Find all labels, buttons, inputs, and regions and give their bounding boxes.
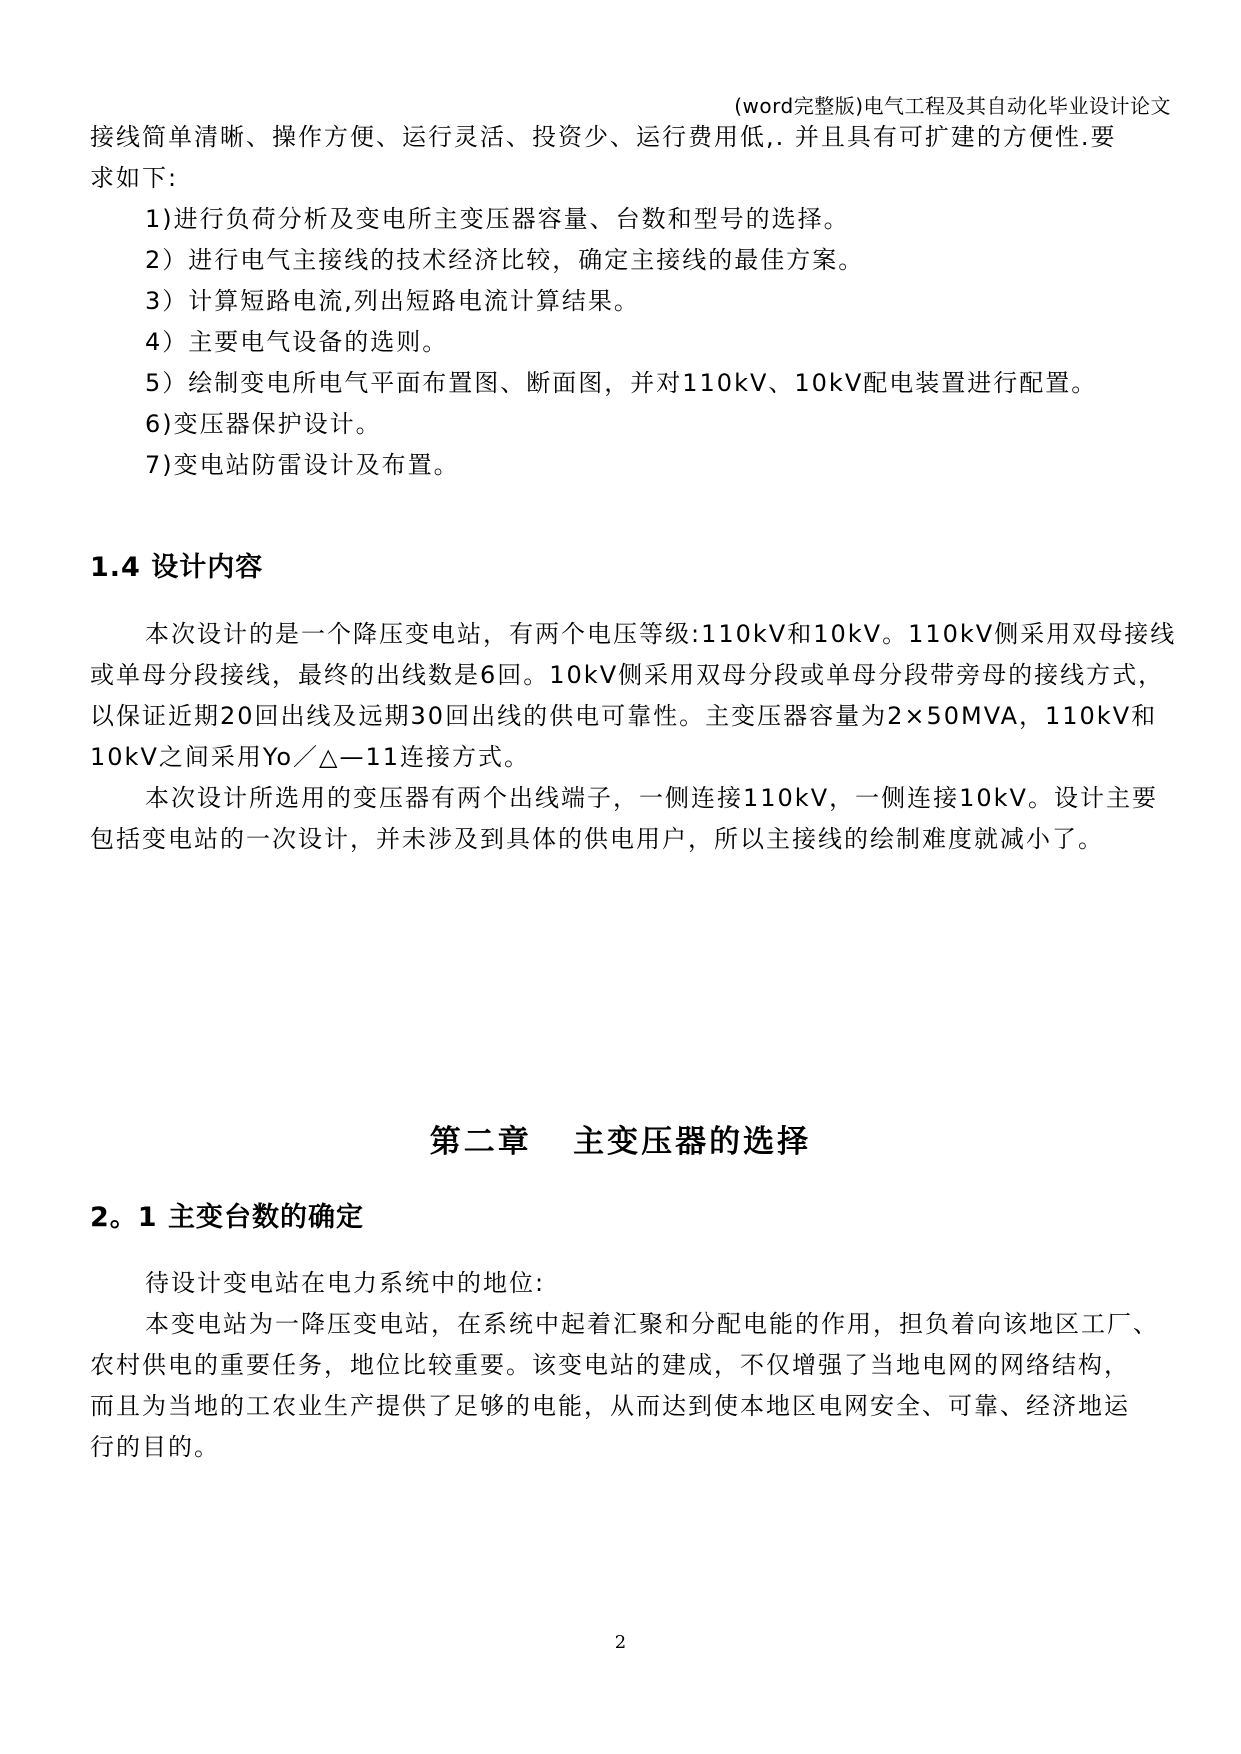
body-text-line: 而且为当地的工农业生产提供了足够的电能，从而达到使本地区电网安全、可靠、经济地运 — [90, 1392, 1130, 1420]
body-text-line: 本变电站为一降压变电站，在系统中起着汇聚和分配电能的作用，担负着向该地区工厂、 — [145, 1310, 1159, 1338]
body-text-line: 以保证近期20回出线及远期30回出线的供电可靠性。主变压器容量为2×50MVA，110kV和 — [90, 702, 1158, 730]
requirement-item: 2）进行电气主接线的技术经济比较，确定主接线的最佳方案。 — [145, 246, 865, 274]
body-text-line: 接线简单清晰、操作方便、运行灵活、投资少、运行费用低,. 并且具有可扩建的方便性.要 — [90, 123, 1117, 151]
requirement-item: 3）计算短路电流,列出短路电流计算结果。 — [145, 287, 640, 315]
body-text-line: 行的目的。 — [90, 1433, 220, 1461]
body-text-line: 农村供电的重要任务，地位比较重要。该变电站的建成，不仅增强了当地电网的网络结构， — [90, 1351, 1130, 1379]
body-text-line: 本次设计所选用的变压器有两个出线端子，一侧连接110kV，一侧连接10kV。设计主要 — [145, 784, 1158, 812]
requirement-item: 1)进行负荷分析及变电所主变压器容量、台数和型号的选择。 — [145, 205, 850, 233]
chapter-title: 第二章 主变压器的选择 — [429, 1124, 812, 1160]
body-text-line: 包括变电站的一次设计，并未涉及到具体的供电用户，所以主接线的绘制难度就减小了。 — [90, 825, 1104, 853]
body-text-line: 本次设计的是一个降压变电站，有两个电压等级:110kV和10kV。110kV侧采用双母接线 — [145, 620, 1177, 648]
section-heading-1-4: 1.4 设计内容 — [90, 552, 264, 583]
requirement-item: 4）主要电气设备的选则。 — [145, 328, 449, 356]
requirement-item: 5）绘制变电所电气平面布置图、断面图，并对110kV、10kV配电装置进行配置。 — [145, 369, 1098, 397]
body-text-line: 待设计变电站在电力系统中的地位: — [145, 1269, 546, 1297]
requirement-item: 6)变压器保护设计。 — [145, 410, 382, 438]
body-text-line: 或单母分段接线，最终的出线数是6回。10kV侧采用双母分段或单母分段带旁母的接线方式， — [90, 661, 1165, 689]
section-heading-2-1: 2。1 主变台数的确定 — [90, 1202, 364, 1233]
body-text-line: 10kV之间采用Yo／△—11连接方式。 — [90, 743, 531, 771]
running-header: (word完整版)电气工程及其自动化毕业设计论文 — [734, 94, 1171, 118]
body-text-line: 求如下: — [90, 164, 179, 192]
requirement-item: 7)变电站防雷设计及布置。 — [145, 451, 460, 479]
page-number: 2 — [614, 1632, 627, 1653]
